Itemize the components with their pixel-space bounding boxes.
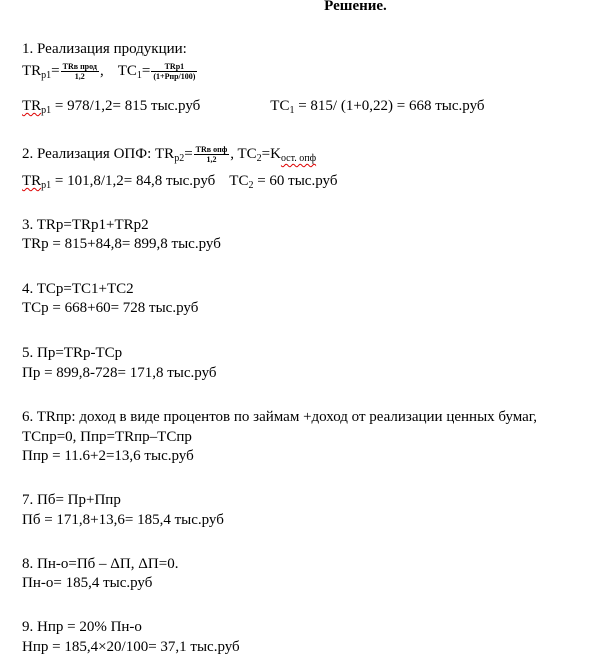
section-5-formula: 5. Пр=TRр-TCр bbox=[22, 345, 123, 361]
section-1-heading: 1. Реализация продукции: bbox=[22, 41, 187, 57]
section-7-formula: 7. Пб= Пр+Ппр bbox=[22, 492, 121, 508]
calc-text: = 60 тыс.руб bbox=[253, 173, 338, 189]
section-9-calc: Нпр = 185,4×20/100= 37,1 тыс.руб bbox=[22, 639, 240, 655]
tr-symbol: TR bbox=[22, 63, 42, 79]
section-4-formula: 4. TCр=TC1+TC2 bbox=[22, 281, 134, 297]
calc-symbol: TC bbox=[229, 173, 249, 189]
calc-symbol: TC bbox=[270, 98, 290, 114]
section-2-heading: 2. Реализация ОПФ: $TR_{p2}=$ $\frac{\text{TRв опф}}{1,2}$ , $TC_2=K_{ост. опф}$ bbox=[22, 145, 317, 165]
section-8-calc: Пн-о= 185,4 тыс.руб bbox=[22, 575, 153, 591]
section-5-calc: Пр = 899,8-728= 171,8 тыс.руб bbox=[22, 365, 217, 381]
fraction-tr bbox=[61, 62, 99, 81]
section-9-formula: 9. Нпр = 20% Пн-о bbox=[22, 619, 142, 635]
section-1-calcs: $TR_{p1} = 978/1,2= 815$ тыс.руб $TC_1 = 815/$ (1+0,22) = 668 тыс.руб bbox=[22, 98, 485, 116]
tc-symbol: TC bbox=[117, 63, 137, 79]
calc-symbol: $TR_{p1}$ bbox=[22, 173, 52, 191]
subscript: p2 bbox=[174, 153, 185, 164]
heading-text: 2. Реализация ОПФ: TR bbox=[22, 146, 175, 162]
tc-subscript: 1 bbox=[136, 70, 142, 81]
section-6-calc: Ппр = 11.6+2=13,6 тыс.руб bbox=[22, 448, 194, 464]
calc-symbol: $TR_{p1}$ bbox=[22, 98, 52, 116]
fraction-tc bbox=[151, 62, 197, 81]
section-1-formulas: $TR_{p1}=$ $\frac{\text{TRв прод}}{1,2}$ , $TC_1=$ $\frac{\text{TRp1}}{\text{(1+Pпр/100)}}$ bbox=[22, 62, 196, 82]
fraction-opf bbox=[194, 145, 230, 164]
section-4-calc: TCр = 668+60= 728 тыс.руб bbox=[22, 300, 199, 316]
section-6-formula: TCпр=0, Ппр=TRпр–TCпр bbox=[22, 429, 192, 445]
heading-text: , TC bbox=[230, 146, 257, 162]
subscript: 2 bbox=[256, 153, 262, 164]
section-6-description: 6. TRпр: доход в виде процентов по займам +доход от реализации ценных бумаг, bbox=[22, 409, 538, 425]
page-title: Решение. bbox=[324, 0, 387, 14]
section-3-calc: TRр = 815+84,8= 899,8 тыс.руб bbox=[22, 236, 221, 252]
fraction-numerator: TRв прод bbox=[62, 62, 97, 72]
section-7-calc: Пб = 171,8+13,6= 185,4 тыс.руб bbox=[22, 512, 224, 528]
subscript: ост. опф bbox=[280, 153, 317, 164]
section-3-formula: 3. TRр=TRр1+TRр2 bbox=[22, 217, 149, 233]
section-8-formula: 8. Пн-о=Пб – ΔП, ΔП=0. bbox=[22, 556, 179, 572]
calc-text: = 978/1,2= 815 тыс.руб bbox=[51, 98, 201, 114]
heading-text: =K bbox=[261, 146, 281, 162]
calc-text: = 815/ (1+0,22) = 668 тыс.руб bbox=[294, 98, 485, 114]
tr-subscript: p1 bbox=[41, 70, 52, 81]
calc-text: = 101,8/1,2= 84,8 тыс.руб bbox=[51, 173, 216, 189]
fraction-denominator: (1+Pпр/100) bbox=[153, 72, 196, 82]
fraction-numerator: TRp1 bbox=[151, 62, 197, 72]
fraction-numerator: TRв опф bbox=[195, 145, 228, 155]
fraction-denominator: 1,2 bbox=[206, 155, 217, 165]
fraction-denominator: 1,2 bbox=[74, 72, 85, 82]
section-2-calcs: $TR_{p1} = 101,8/1,2= 84,8$ тыс.руб $TC_2 = 60$ тыс.руб bbox=[22, 173, 338, 191]
